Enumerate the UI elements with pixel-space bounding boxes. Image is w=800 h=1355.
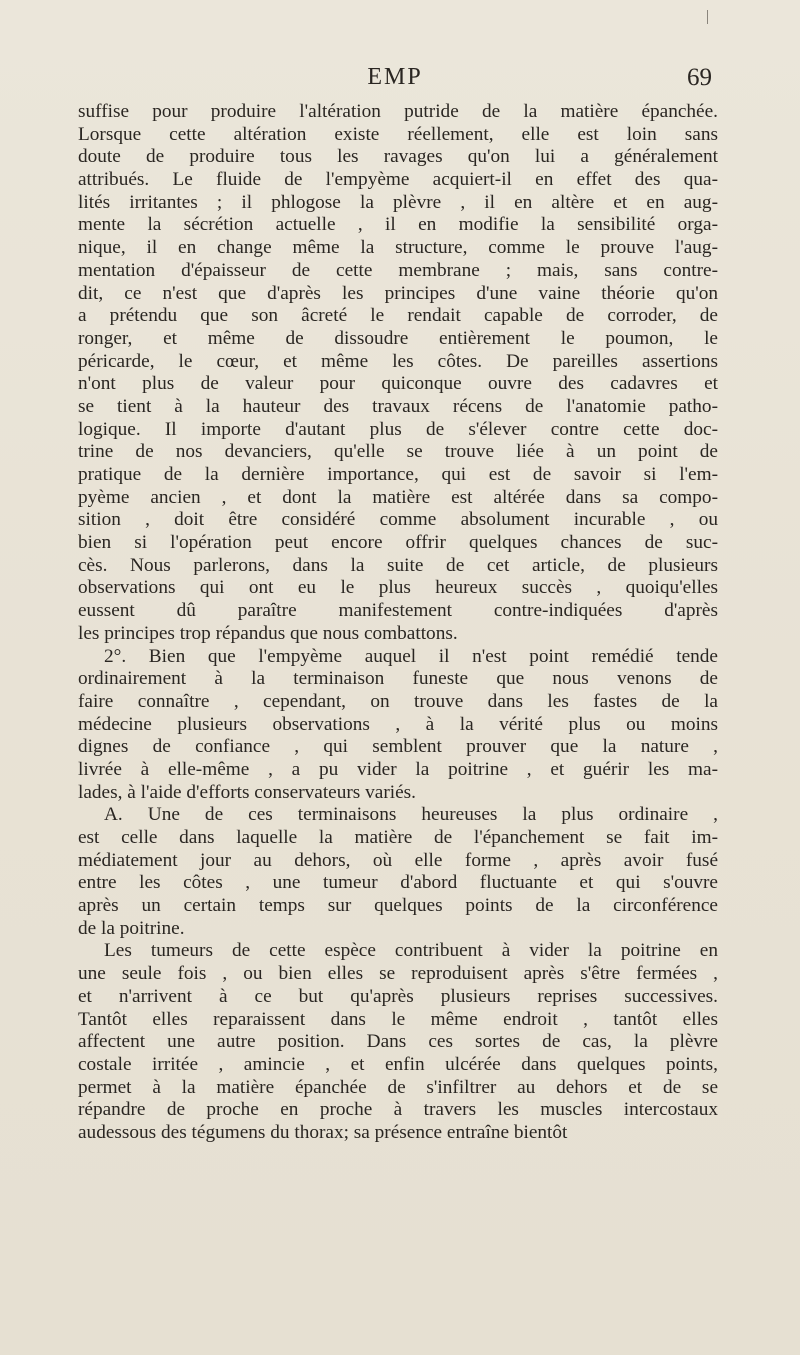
text-line: Les tumeurs de cette espèce contribuent à vider la poitrine en [104,940,718,962]
text-line: dignes de confiance , qui semblent prouver que la nature , [78,736,718,758]
text-line: médiatement jour au dehors, où elle forme , après avoir fusé [78,849,718,871]
text-line: péricarde, le cœur, et même les côtes. De pareilles assertions [78,350,718,372]
text-line: a prétendu que son âcreté le rendait capable de corroder, de [78,305,718,327]
text-line: mentation d'épaisseur de cette membrane ; mais, sans contre- [78,259,718,281]
text-line: mente la sécrétion actuelle , il en modifie la sensibilité orga- [78,214,718,236]
page-corner-mark [707,10,708,24]
text-line: est celle dans laquelle la matière de l'épanchement se fait im- [78,827,718,848]
text-line: livrée à elle-même , a pu vider la poitrine , et guérir les ma- [78,758,718,780]
text-line: ronger, et même de dissoudre entièrement le poumon, le [78,327,718,349]
text-line: dit, ce n'est que d'après les principes d'une vaine théorie qu'on [78,282,718,304]
text-line: A. Une de ces terminaisons heureuses la plus ordinaire , [104,804,718,826]
text-line: Lorsque cette altération existe réellement, elle est loin sans [78,123,718,145]
text-line: les principes trop répandus que nous combattons. [78,622,458,644]
text-line: costale irritée , amincie , et enfin ulcérée dans quelques points, [78,1053,718,1075]
text-line: lades, à l'aide d'efforts conservateurs variés. [78,781,416,803]
text-line: eussent dû paraître manifestement contre-indiquées d'après [78,600,718,622]
page-header [78,64,712,100]
text-line: suffise pour produire l'altération putride de la matière épanchée. [78,101,718,122]
text-line: nique, il en change même la structure, comme le prouve l'aug- [78,237,718,259]
text-line: se tient à la hauteur des travaux récens de l'anatomie patho- [78,395,718,417]
text-line: faire connaître , cependant, on trouve dans les fastes de la [78,690,718,712]
text-line: permet à la matière épanchée de s'infiltrer au dehors et de se [78,1076,718,1098]
running-head: EMP [367,64,423,90]
page-number: 69 [687,64,712,91]
text-line: Tantôt elles reparaissent dans le même endroit , tantôt elles [78,1008,718,1030]
text-line: lités irritantes ; il phlogose la plèvre , il en altère et en aug- [78,191,718,213]
text-line: de la poitrine. [78,917,185,939]
text-line: observations qui ont eu le plus heureux succès , quoiqu'elles [78,577,718,599]
text-line: après un certain temps sur quelques points de la circonférence [78,895,718,917]
text-line: ordinairement à la terminaison funeste que nous venons de [78,668,718,690]
text-line: répandre de proche en proche à travers les muscles intercostaux [78,1099,718,1121]
text-line: trine de nos devanciers, qu'elle se trouve liée à un point de [78,441,718,463]
text-line: affectent une autre position. Dans ces sortes de cas, la plèvre [78,1031,718,1053]
text-line: entre les côtes , une tumeur d'abord fluctuante et qui s'ouvre [78,872,718,894]
text-line: sition , doit être considéré comme absolument incurable , ou [78,509,718,531]
text-line: médecine plusieurs observations , à la vérité plus ou moins [78,713,718,735]
text-line: audessous des tégumens du thorax; sa présence entraîne bientôt [78,1121,568,1143]
body-text [78,101,718,1145]
text-line: attribués. Le fluide de l'empyème acquiert-il en effet des qua- [78,169,718,191]
text-line: n'ont plus de valeur pour quiconque ouvre des cadavres et [78,373,718,395]
text-line: doute de produire tous les ravages qu'on lui a généralement [78,146,718,168]
text-line: pratique de la dernière importance, qui est de savoir si l'em- [78,464,718,485]
text-line: bien si l'opération peut encore offrir quelques chances de suc- [78,532,718,554]
text-line: une seule fois , ou bien elles se reproduisent après s'être fermées , [78,963,718,985]
text-line: logique. Il importe d'autant plus de s'élever contre cette doc- [78,418,718,440]
text-line: et n'arrivent à ce but qu'après plusieurs reprises successives. [78,985,718,1007]
text-line: pyème ancien , et dont la matière est altérée dans sa compo- [78,486,718,508]
text-line: cès. Nous parlerons, dans la suite de cet article, de plusieurs [78,554,718,576]
text-line: 2°. Bien que l'empyème auquel il n'est point remédié tende [104,645,718,667]
